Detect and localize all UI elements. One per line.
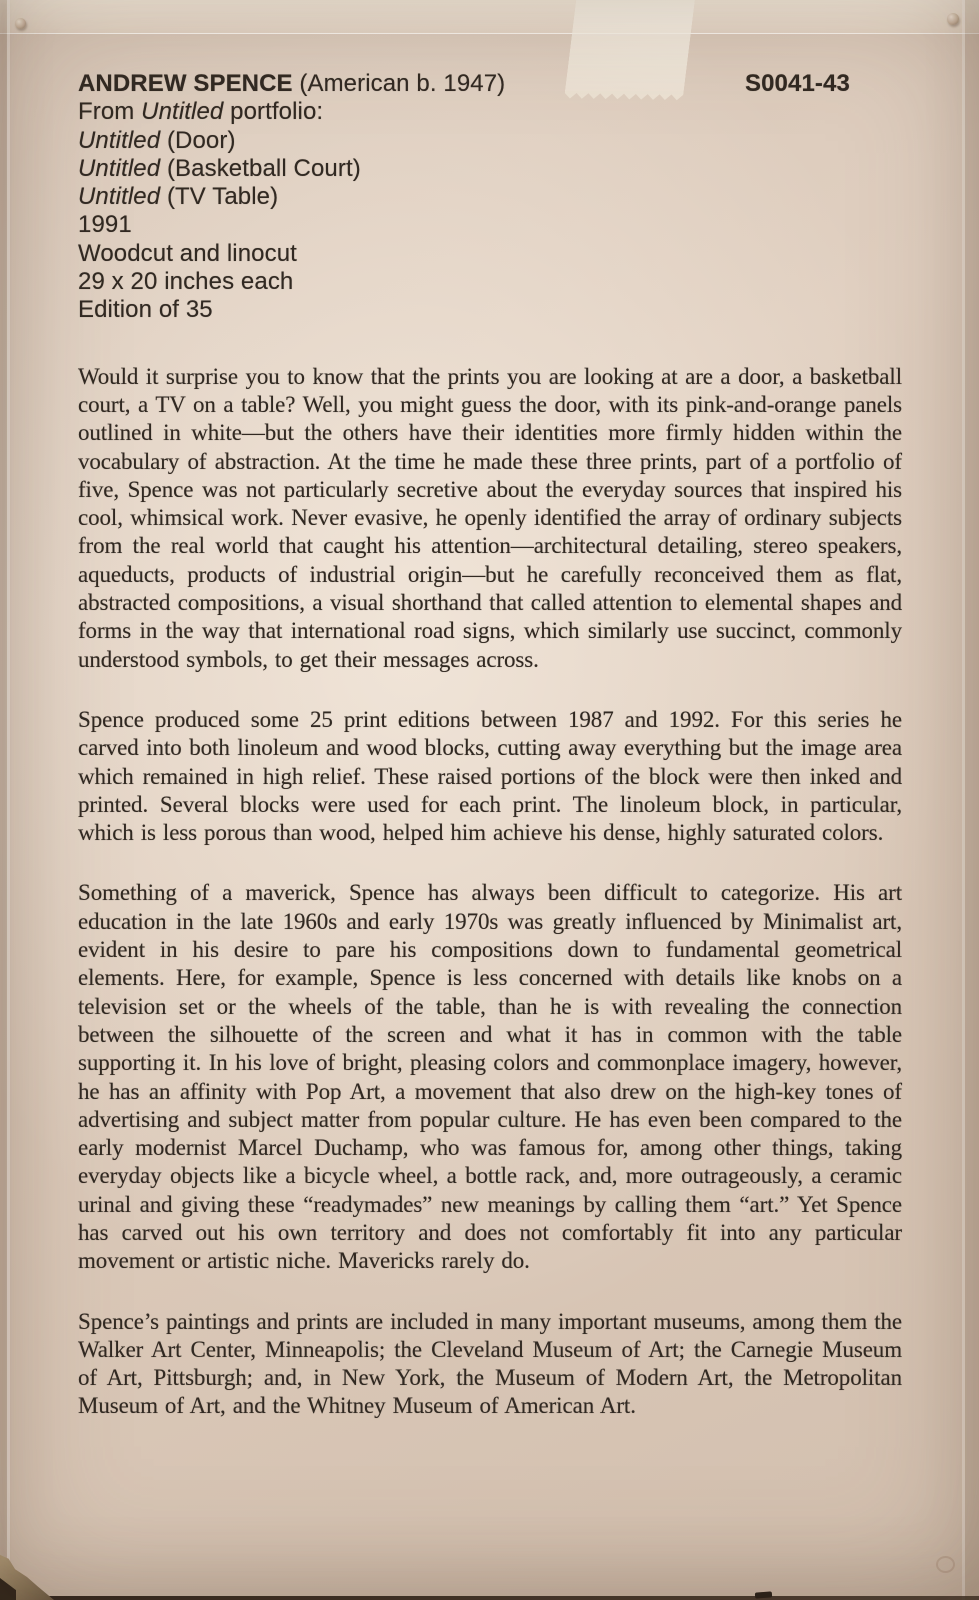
year-line: 1991: [78, 211, 132, 239]
work-subtitle: (TV Table): [160, 183, 279, 211]
portfolio-prefix: From: [78, 98, 142, 126]
edition-line: Edition of 35: [78, 296, 213, 324]
work-subtitle: (Basketball Court): [160, 154, 361, 182]
paragraph-3: Something of a maverick, Spence has always been difficult to categorize. His art education in the late 1960s and early 1970s was greatly influenced by Minimalist art, evident in his desire to pare his compositions down to fundamental geometrical elements. Here, for example, Spence is less concerned with details like knobs on a television set or the wheels of the table, than he is with revealing the connection between the silhouette of the screen and what it has in common with the table supporting it. In his love of bright, pleasing colors and commonplace imagery, however, he has an affinity with Pop Art, a movement that also drew on the high-key tones of advertising and subject matter from popular culture. He has even been compared to the early modernist Marcel Duchamp, who was famous for, among other things, taking everyday objects like a bicycle wheel, a bottle rack, and, more outrageously, a ceramic urinal and giving these “readymades” new meanings by calling them “art.” Yet Spence has carved out his own territory and does not comfortably fit into any particular movement or artistic niche. Mavericks rarely do.: [78, 880, 902, 1274]
paragraph-4: Spence’s paintings and prints are included in many important museums, among them the Walker Art Center, Minneapolis; the Cleveland Museum of Art; the Carnegie Museum of Art, Pittsburgh; and, in New York, the Museum of Modern Art, the Metropolitan Museum of Art, and the Whitney Museum of American Art.: [78, 1308, 902, 1419]
work-title-line: [78, 155, 902, 183]
artist-nationality: (American b. 1947): [299, 70, 506, 97]
portfolio-line: [78, 98, 902, 126]
work-subtitle: (Door): [160, 126, 236, 154]
plexi-right-edge: [962, 0, 965, 1600]
bottom-speck: [755, 1591, 772, 1598]
push-pin-right: [947, 13, 959, 25]
portfolio-title: Untitled: [141, 98, 224, 126]
artist-line: [78, 70, 902, 98]
work-title: Untitled: [78, 126, 161, 154]
plexi-left-edge: [7, 0, 10, 1600]
work-title-line: [78, 183, 902, 211]
bottom-shadow-strip: [28, 1596, 979, 1600]
label-content: [78, 70, 902, 1421]
push-pin-left: [15, 18, 26, 29]
label-header: [78, 70, 902, 325]
plexi-left-margin: [0, 0, 7, 1600]
label-body: [78, 363, 902, 1421]
medium-line: Woodcut and linocut: [78, 239, 297, 267]
artist-name: ANDREW SPENCE: [78, 70, 293, 97]
portfolio-suffix: portfolio:: [223, 98, 324, 126]
work-title: Untitled: [78, 154, 161, 182]
catalog-number: S0041-43: [745, 70, 850, 97]
work-title: Untitled: [78, 183, 161, 211]
paragraph-1: Would it surprise you to know that the prints you are looking at are a door, a basketball court, a TV on a table? Well, you might guess the door, with its pink-and-orange panels outlined in white—but the others have their identities more firmly hidden within the vocabulary of abstraction. At the time he made these three prints, part of a portfolio of five, Spence was not particularly secretive about the everyday sources that inspired his cool, whimsical work. Never evasive, he openly identified the array of ordinary subjects from the real world that caught his attention—architectural detailing, stereo speakers, aqueducts, products of industrial origin—but he carefully reconceived them as flat, abstracted compositions, a visual shorthand that called attention to elemental shapes and forms in the way that international road signs, which similarly use succinct, commonly understood symbols, to get their messages across.: [78, 363, 902, 672]
water-ring-mark: [936, 1556, 955, 1573]
plexi-right-margin: [965, 0, 979, 1600]
dimensions-line: 29 x 20 inches each: [78, 268, 294, 296]
plexi-top-edge: [0, 0, 979, 34]
work-title-line: [78, 127, 902, 155]
paragraph-2: Spence produced some 25 print editions between 1987 and 1992. For this series he carved into both linoleum and wood blocks, cutting away everything but the image area which remained in high relief. These raised portions of the block were then inked and printed. Several blocks were used for each print. The linoleum block, in particular, which is less porous than wood, helped him achieve his dense, highly saturated colors.: [78, 706, 902, 846]
